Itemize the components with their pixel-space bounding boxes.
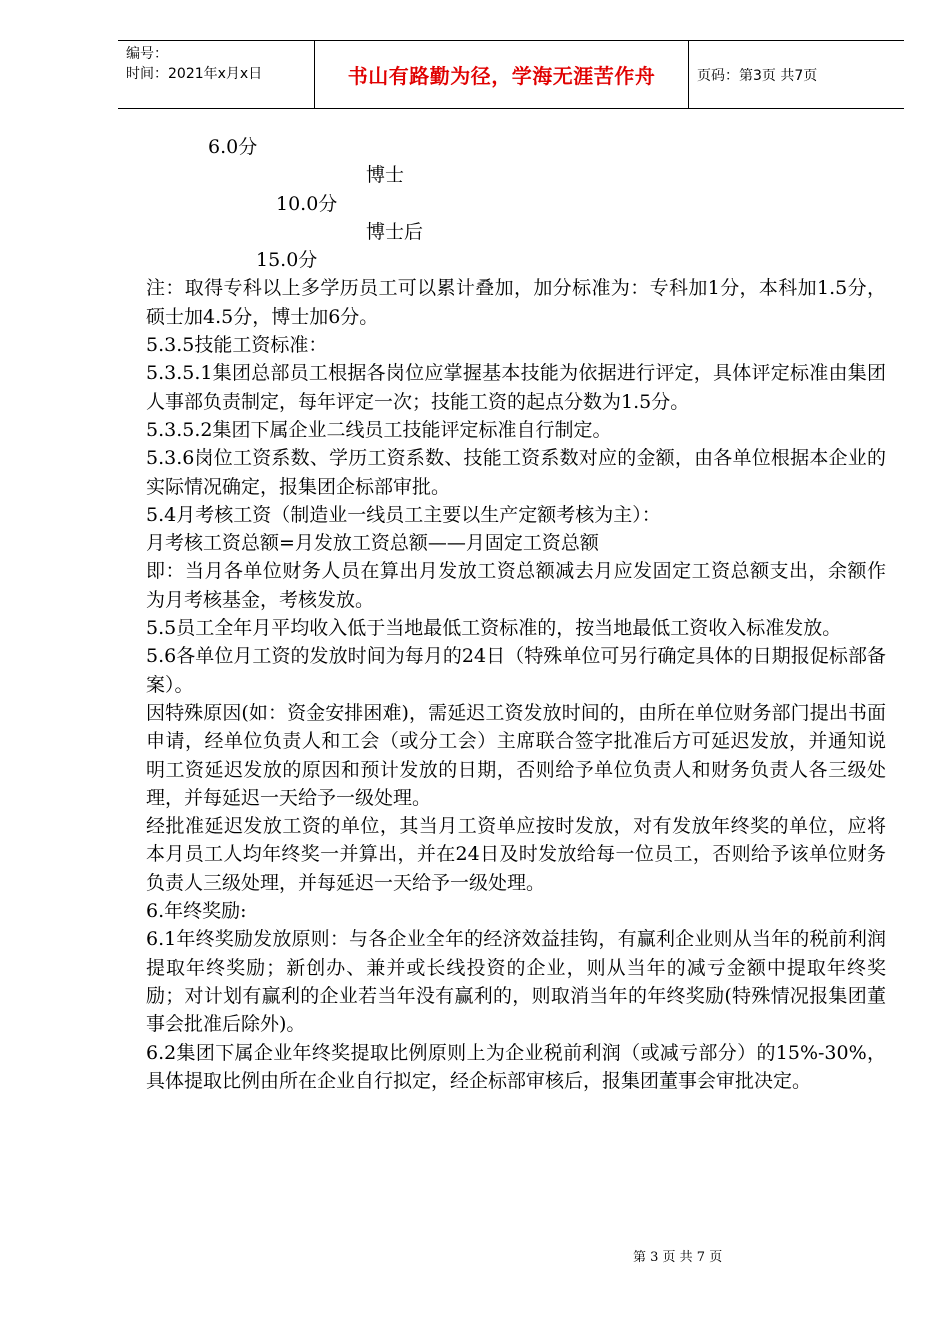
section-heading: 6.年终奖励: [146,900,247,923]
paragraph: 5.6各单位月工资的发放时间为每月的24日（特殊单位可另行确定具体的日期报促标部备案）。 [146,645,886,696]
header-page-number: 页码：第3页 共7页 [697,67,818,84]
section-heading: 5.4月考核工资（制造业一线员工主要以生产定额考核为主）： [146,503,661,526]
page-header [118,40,904,109]
document-number: 编号： [126,46,168,62]
paragraph: 因特殊原因(如：资金安排困难)，需延迟工资发放时间的，由所在单位财务部门提出书面申请，经单位负责人和工会（或分工会）主席联合签字批准后方可延迟发放，并通知说明工资延迟发放的原因和预计发放的日期，否则给予单位负责人和财务负责人各三级处理，并每延迟一天给予一级处理。 [146,701,886,809]
formula: 月考核工资总额=月发放工资总额——月固定工资总额 [146,532,599,555]
paragraph: 5.3.6岗位工资系数、学历工资系数、技能工资系数对应的金额，由各单位根据本企业的实际情况确定，报集团企标部审批。 [146,447,886,498]
header-motto: 书山有路勤为径，学海无涯苦作舟 [315,41,689,108]
document-body [146,133,886,1095]
score-line: 10.0分 [276,192,338,215]
paragraph: 5.3.5.2集团下属企业二线员工技能评定标准自行制定。 [146,418,612,441]
paragraph: 5.3.5.1集团总部员工根据各岗位应掌握基本技能为依据进行评定，具体评定标准由集团人事部负责制定，每年评定一次；技能工资的起点分数为1.5分。 [146,362,886,413]
document-date: 时间：2021年x月x日 [126,66,263,82]
paragraph: 经批准延迟发放工资的单位，其当月工资单应按时发放，对有发放年终奖的单位，应将本月员工人均年终奖一并算出，并在24日及时发放给每一位员工，否则给予该单位财务负责人三级处理，并每延迟一天给予一级处理。 [146,815,886,894]
score-line: 6.0分 [208,136,258,158]
degree-label: 博士 [366,164,405,187]
paragraph: 即：当月各单位财务人员在算出月发放工资总额减去月应发固定工资总额支出，余额作为月考核基金，考核发放。 [146,560,886,611]
paragraph: 5.5员工全年月平均收入低于当地最低工资标准的，按当地最低工资收入标准发放。 [146,617,842,640]
score-line: 15.0分 [256,249,318,272]
paragraph: 6.2集团下属企业年终奖提取比例原则上为企业税前利润（或减亏部分）的15%-30%，具体提取比例由所在企业自行拟定，经企标部审核后，报集团董事会审批决定。 [146,1041,886,1092]
page-footer: 第 3 页 共 7 页 [633,1250,723,1265]
header-info [118,41,315,108]
paragraph: 注：取得专科以上多学历员工可以累计叠加，加分标准为：专科加1分，本科加1.5分，硕士加4.5分，博士加6分。 [146,277,886,328]
section-heading: 5.3.5技能工资标准： [146,334,328,357]
paragraph: 6.1年终奖励发放原则：与各企业全年的经济效益挂钩，有赢利企业则从当年的税前利润提取年终奖励；新创办、兼并或长线投资的企业，则从当年的减亏金额中提取年终奖励；对计划有赢利的企业若当年没有赢利的，则取消当年的年终奖励(特殊情况报集团董事会批准后除外)。 [146,928,886,1036]
degree-label: 博士后 [366,220,424,243]
